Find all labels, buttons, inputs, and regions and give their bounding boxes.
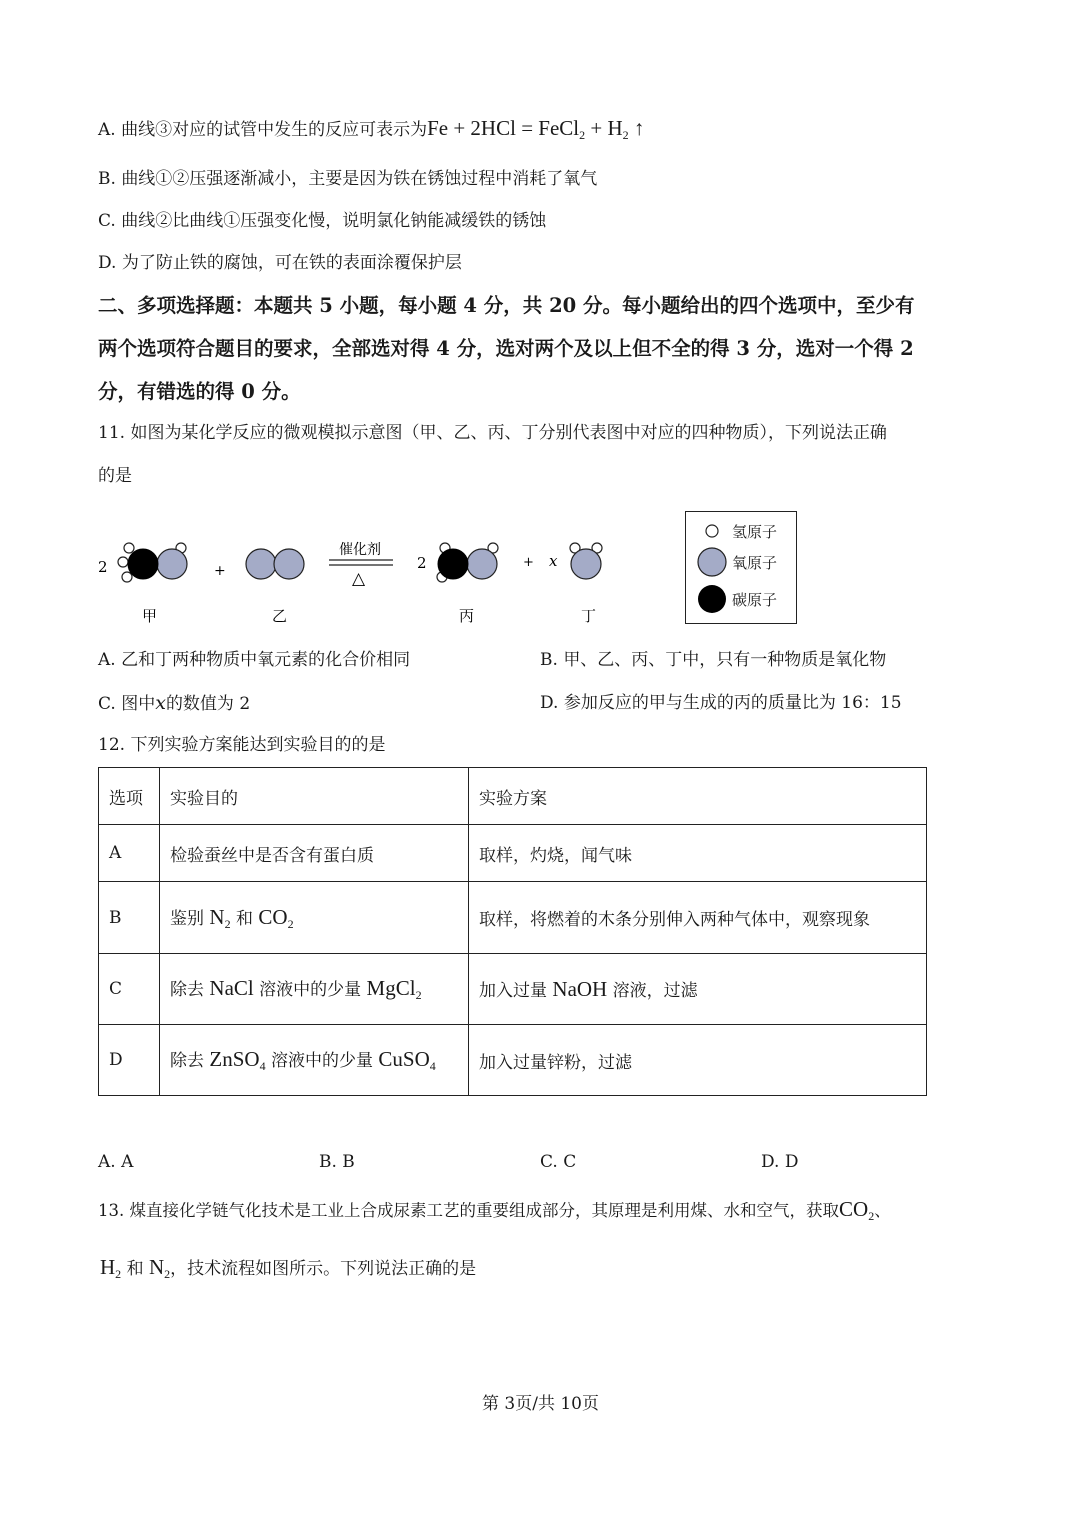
legend-carbon: 碳原子 — [732, 591, 778, 609]
formula-co2: CO — [839, 1197, 869, 1221]
q10-option-c — [98, 209, 546, 233]
formula-sub: 4 — [259, 1059, 266, 1073]
formula — [378, 1047, 435, 1071]
header-option: 选项 — [99, 768, 160, 825]
row-option: D — [99, 1025, 160, 1096]
row-goal — [160, 1025, 469, 1096]
formula — [209, 905, 230, 929]
molecule-jia — [118, 543, 187, 582]
coefficient-bing: 2 — [417, 554, 427, 572]
section-heading-line1: 二、多项选择题：本题共 5 小题，每小题 4 分，共 20 分。每小题给出的四个选项中，至少有 — [98, 294, 915, 317]
option-text: 的数值为 2 — [165, 694, 251, 714]
formula-sub: 2 — [164, 1267, 171, 1281]
reaction-diagram — [90, 530, 650, 635]
option-text: 乙和丁两种物质中氧元素的化合价相同 — [121, 650, 411, 670]
formula — [367, 976, 422, 1000]
row-plan: 取样，将燃着的木条分别伸入两种气体中，观察现象 — [469, 882, 927, 954]
formula-nacl: NaCl — [209, 976, 254, 1000]
label-jia: 甲 — [142, 607, 158, 625]
q10-option-d — [98, 251, 462, 275]
goal-text: 和 — [230, 908, 259, 929]
option-text: 曲线③对应的试管中发生的反应可表示为 — [121, 120, 428, 140]
option-letter: C. — [98, 694, 116, 714]
row-plan: 取样，灼烧，闻气味 — [469, 825, 927, 882]
table-header-row — [99, 768, 927, 825]
q12-stem: 12. 下列实验方案能达到实验目的的是 — [98, 735, 386, 755]
formula-sub: 2 — [415, 988, 422, 1002]
equation-sub: 2 — [579, 128, 586, 142]
molecule-ding — [570, 543, 602, 579]
catalyst-label: 催化剂 — [339, 542, 381, 558]
atom-legend — [685, 511, 797, 624]
row-option: A — [99, 825, 160, 882]
legend-hydrogen: 氢原子 — [732, 523, 778, 541]
formula-sub: 2 — [287, 916, 294, 931]
q12-answer-a: A. A — [98, 1152, 134, 1172]
q11-stem-line1: 11. 如图为某化学反应的微观模拟示意图（甲、乙、丙、丁分别代表图中对应的四种物质），下列说法正确 — [98, 423, 887, 443]
variable-x: x — [155, 692, 166, 714]
formula-n2: N — [148, 1255, 165, 1279]
row-option: B — [99, 882, 160, 954]
legend-swatches — [686, 512, 732, 622]
page-footer: 第 3页/共 10页 — [482, 1394, 599, 1414]
stem-text: 和 — [121, 1259, 149, 1279]
gas-arrow: ↑ — [628, 116, 645, 140]
equation-sub: 2 — [622, 128, 629, 142]
goal-text: 溶液中的少量 — [253, 980, 367, 1000]
formula-co2: CO — [258, 904, 288, 929]
q11-option-b — [540, 648, 886, 672]
option-letter: A. — [98, 120, 116, 140]
formula-n2: N — [209, 904, 225, 929]
label-yi: 乙 — [272, 607, 288, 625]
header-plan: 实验方案 — [469, 768, 927, 825]
molecule-bing — [437, 543, 498, 582]
equation — [427, 116, 644, 140]
table-row — [99, 882, 927, 954]
formula-sub: 2 — [115, 1267, 122, 1281]
q10-option-a — [98, 116, 644, 147]
label-ding: 丁 — [581, 607, 597, 625]
stem-text: 13. 煤直接化学链气化技术是工业上合成尿素工艺的重要组成部分，其原理是利用煤、水和空气，获取 — [98, 1201, 839, 1220]
table-row — [99, 954, 927, 1025]
formula-h2: H — [100, 1255, 116, 1279]
legend-oxygen: 氧原子 — [732, 554, 778, 572]
q11-stem-line2: 的是 — [98, 466, 132, 486]
formula-naoh: NaOH — [552, 977, 608, 1001]
row-goal — [160, 882, 469, 954]
q10-option-b — [98, 167, 597, 191]
stem-text: ，技术流程如图所示。下列说法正确的是 — [170, 1259, 477, 1279]
option-text: 参加反应的甲与生成的丙的质量比为 16：15 — [563, 693, 902, 713]
option-text: 甲、乙、丙、丁中，只有一种物质是氧化物 — [563, 650, 887, 670]
header-goal: 实验目的 — [160, 768, 469, 825]
option-letter: D. — [540, 693, 559, 713]
option-text: 图中 — [121, 694, 156, 714]
formula-cuso4: CuSO — [378, 1047, 430, 1071]
formula — [100, 1255, 121, 1279]
plan-text: 加入过量 — [479, 981, 553, 1001]
goal-text: 鉴别 — [170, 908, 210, 929]
formula-sub: 2 — [224, 916, 231, 931]
equation-lhs: Fe + 2HCl = FeCl — [427, 116, 580, 140]
table-row — [99, 825, 927, 882]
plus-sign: + — [214, 563, 226, 579]
formula-sub: 4 — [429, 1059, 436, 1073]
q12-answer-c: C. C — [540, 1152, 577, 1172]
goal-text: 除去 — [170, 1051, 210, 1071]
row-goal: 检验蚕丝中是否含有蛋白质 — [160, 825, 469, 882]
q11-option-a — [98, 648, 410, 672]
q13-stem-line1 — [98, 1197, 891, 1228]
option-text: 为了防止铁的腐蚀，可在铁的表面涂覆保护层 — [121, 253, 462, 273]
row-plan — [469, 954, 927, 1025]
option-text: 曲线②比曲线①压强变化慢，说明氯化钠能减缓铁的锈蚀 — [121, 211, 547, 231]
plus-sign: + — [523, 555, 534, 570]
formula — [839, 1197, 874, 1221]
experiment-table — [98, 767, 927, 1096]
formula-znso4: ZnSO — [209, 1047, 260, 1071]
q11-option-d — [540, 691, 902, 715]
coefficient-ding: x — [549, 552, 558, 570]
row-option: C — [99, 954, 160, 1025]
table-row — [99, 1025, 927, 1096]
formula — [149, 1255, 170, 1279]
plan-text: 溶液，过滤 — [607, 981, 698, 1001]
molecule-yi — [246, 549, 304, 579]
row-plan: 加入过量锌粉，过滤 — [469, 1025, 927, 1096]
goal-text: 溶液中的少量 — [265, 1051, 379, 1071]
q11-option-c — [98, 691, 250, 716]
stem-text: 、 — [874, 1201, 891, 1220]
section-heading-line2: 两个选项符合题目的要求，全部选对得 4 分，选对两个及以上但不全的得 3 分，选对一个得 2 — [98, 337, 914, 360]
q12-answer-d: D. D — [761, 1152, 799, 1172]
option-letter: C. — [98, 211, 116, 231]
formula — [209, 1047, 265, 1071]
equation-h: + H — [585, 116, 623, 140]
goal-text: 除去 — [170, 980, 210, 1000]
formula — [258, 905, 293, 929]
q12-answer-b: B. B — [319, 1152, 355, 1172]
q13-stem-line2 — [100, 1255, 476, 1286]
option-letter: D. — [98, 253, 117, 273]
heat-symbol: △ — [352, 569, 366, 589]
option-text: 曲线①②压强逐渐减小，主要是因为铁在锈蚀过程中消耗了氧气 — [121, 169, 598, 189]
label-bing: 丙 — [459, 607, 475, 625]
option-letter: B. — [98, 169, 116, 189]
formula-sub: 2 — [868, 1209, 875, 1223]
option-letter: B. — [540, 650, 558, 670]
row-goal — [160, 954, 469, 1025]
hydrogen-swatch — [706, 525, 718, 537]
option-letter: A. — [98, 650, 116, 670]
carbon-swatch — [698, 585, 726, 613]
coefficient-jia: 2 — [98, 558, 108, 576]
oxygen-swatch — [698, 548, 726, 576]
section-heading-line3: 分，有错选的得 0 分。 — [98, 380, 301, 403]
formula-mgcl2: MgCl — [366, 976, 416, 1000]
